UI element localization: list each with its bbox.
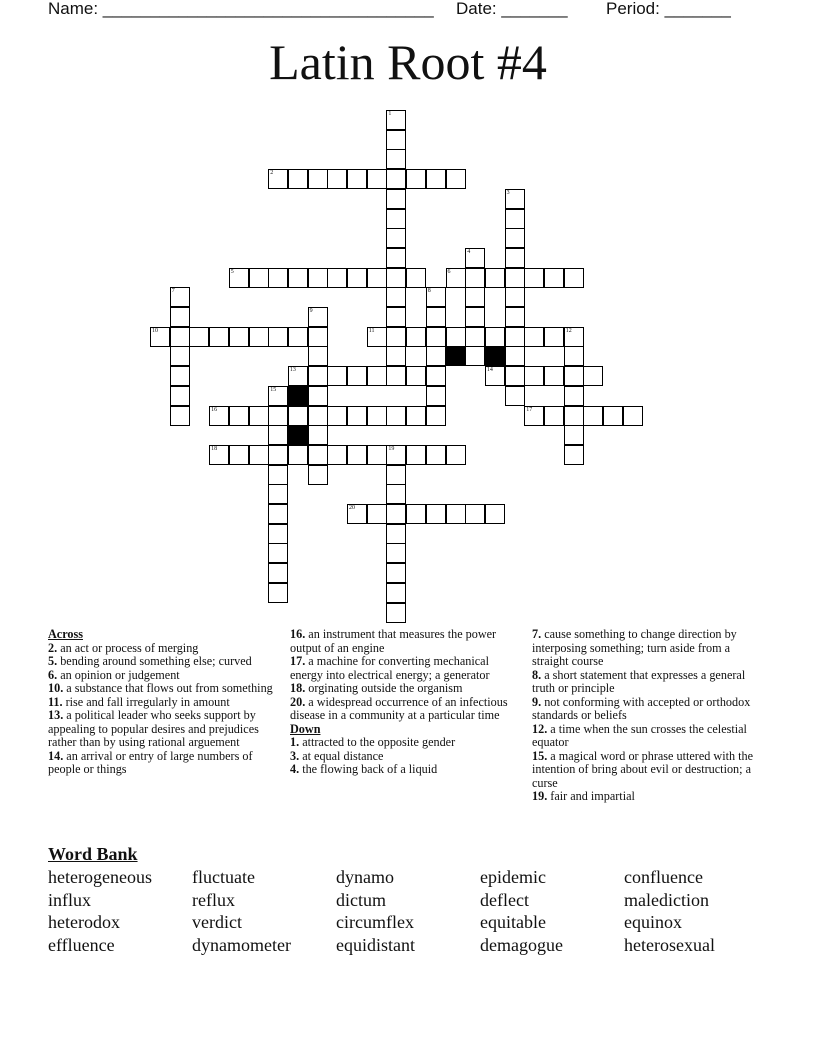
clue-text: a substance that flows out from something: [66, 681, 273, 695]
grid-cell[interactable]: [564, 445, 584, 465]
word-bank-item: heterogeneous: [48, 867, 152, 887]
clues-column-2: [290, 628, 516, 777]
clue-number: 9.: [532, 694, 542, 709]
period-field[interactable]: Period: _______: [606, 0, 731, 18]
grid-cell[interactable]: [347, 366, 367, 386]
word-bank-item: demagogue: [480, 935, 563, 955]
grid-cell[interactable]: [170, 307, 190, 327]
clue-number: 6.: [48, 667, 58, 682]
cell-number: 3: [506, 189, 510, 196]
word-bank-title: Word Bank: [48, 844, 138, 864]
grid-cell[interactable]: [288, 268, 308, 288]
clue-text: rise and fall irregularly in amount: [65, 694, 230, 709]
grid-cell[interactable]: [367, 504, 387, 524]
cell-number: 16: [211, 406, 218, 413]
grid-cell[interactable]: [268, 563, 288, 583]
grid-cell[interactable]: [426, 307, 446, 327]
clue-text: an opinion or judgement: [60, 667, 180, 682]
clue-number: 16.: [290, 627, 306, 641]
grid-cell[interactable]: [170, 386, 190, 406]
date-field[interactable]: Date: _______: [456, 0, 568, 18]
cell-number: 5: [230, 268, 234, 275]
grid-cell[interactable]: [386, 307, 406, 327]
grid-cell[interactable]: [170, 287, 190, 307]
grid-cell[interactable]: [564, 366, 584, 386]
grid-cell[interactable]: [170, 406, 190, 426]
clue-across-13: [48, 709, 280, 750]
grid-cell[interactable]: [564, 327, 584, 347]
grid-cell[interactable]: [524, 406, 544, 426]
cell-number: 8: [427, 288, 431, 295]
grid-cell[interactable]: [386, 406, 406, 426]
grid-cell[interactable]: [505, 346, 525, 366]
cell-number: 9: [309, 308, 313, 314]
grid-cell[interactable]: [327, 445, 347, 465]
grid-cell[interactable]: [327, 406, 347, 426]
cell-number: 6: [447, 268, 451, 275]
grid-cell[interactable]: [426, 386, 446, 406]
grid-cell[interactable]: [268, 465, 288, 485]
clue-number: 15.: [532, 748, 548, 763]
clue-down-3: [290, 750, 516, 764]
clue-text: fair and impartial: [550, 789, 635, 803]
grid-cell[interactable]: [347, 504, 367, 524]
clue-number: 12.: [532, 721, 548, 736]
grid-cell[interactable]: [288, 327, 308, 347]
grid-cell[interactable]: [465, 504, 485, 524]
grid-cell[interactable]: [583, 366, 603, 386]
grid-cell[interactable]: [386, 130, 406, 150]
grid-cell[interactable]: [347, 445, 367, 465]
clue-across-14: [48, 750, 280, 777]
grid-cell[interactable]: [327, 268, 347, 288]
grid-cell[interactable]: [386, 366, 406, 386]
grid-cell[interactable]: [505, 366, 525, 386]
clue-down-15: [532, 750, 768, 791]
grid-cell[interactable]: [505, 268, 525, 288]
grid-cell[interactable]: [426, 169, 446, 189]
clue-text: an arrival or entry of large numbers of people or things: [48, 748, 253, 776]
clue-across-2: [48, 642, 280, 656]
word-bank-item: equinox: [624, 912, 682, 932]
grid-cell[interactable]: [386, 583, 406, 603]
clue-number: 8.: [532, 667, 542, 682]
word-bank-item: heterodox: [48, 912, 120, 932]
grid-cell[interactable]: [347, 169, 367, 189]
grid-cell[interactable]: [367, 268, 387, 288]
clue-text: attracted to the opposite gender: [302, 735, 456, 749]
page-title: Latin Root #4: [269, 34, 547, 90]
clue-across-10: [48, 682, 280, 696]
grid-cell[interactable]: [446, 504, 466, 524]
grid-cell[interactable]: [524, 327, 544, 347]
grid-cell[interactable]: [544, 366, 564, 386]
clue-text: an act or process of merging: [60, 640, 199, 655]
grid-cell[interactable]: [386, 504, 406, 524]
word-bank-item: verdict: [192, 912, 242, 932]
word-bank-item: equidistant: [336, 935, 415, 955]
grid-cell[interactable]: [386, 110, 406, 130]
grid-cell[interactable]: [170, 346, 190, 366]
clue-across-6: [48, 669, 280, 683]
grid-cell[interactable]: [308, 366, 328, 386]
grid-cell[interactable]: [406, 445, 426, 465]
grid-cell[interactable]: [386, 169, 406, 189]
clue-down-8: [532, 669, 768, 696]
clue-number: 19.: [532, 789, 548, 803]
grid-cell[interactable]: [308, 406, 328, 426]
grid-cell[interactable]: [406, 504, 426, 524]
grid-cell[interactable]: [308, 425, 328, 445]
clue-number: 3.: [290, 748, 300, 763]
clue-down-4: [290, 763, 516, 777]
grid-cell[interactable]: [485, 366, 505, 386]
grid-cell[interactable]: [485, 268, 505, 288]
grid-cell[interactable]: [406, 268, 426, 288]
clue-down-7: [532, 628, 768, 669]
grid-cell[interactable]: [465, 287, 485, 307]
grid-cell[interactable]: [288, 406, 308, 426]
grid-cell[interactable]: [386, 484, 406, 504]
clue-text: a widespread occurrence of an infectious disease in a community at a particular time: [290, 694, 508, 722]
grid-cell[interactable]: [150, 327, 170, 347]
grid-cell[interactable]: [386, 287, 406, 307]
grid-cell[interactable]: [505, 307, 525, 327]
grid-cell[interactable]: [465, 346, 485, 366]
clue-text: a political leader who seeks support by appealing to popular desires and prejudices rather than by using rational arguement: [48, 708, 259, 749]
grid-cell[interactable]: [446, 327, 466, 347]
grid-cell[interactable]: [426, 366, 446, 386]
grid-cell[interactable]: [288, 445, 308, 465]
clue-number: 4.: [290, 762, 300, 776]
clue-text: cause something to change direction by interposing something; turn aside from a straight course: [532, 627, 737, 668]
word-bank-item: circumflex: [336, 912, 414, 932]
clue-across-20: [290, 696, 516, 723]
cell-number: 13: [289, 367, 296, 374]
word-bank-item: effluence: [48, 935, 115, 955]
clue-down-12: [532, 723, 768, 750]
clue-text: a machine for converting mechanical energy into electrical energy; a generator: [290, 654, 490, 682]
grid-cell[interactable]: [327, 366, 347, 386]
word-bank-item: fluctuate: [192, 867, 255, 887]
grid-cell[interactable]: [544, 268, 564, 288]
clue-text: orginating outside the organism: [308, 681, 463, 695]
cell-number: 10: [152, 327, 158, 334]
grid-cell[interactable]: [386, 346, 406, 366]
cell-number: 7: [171, 288, 175, 295]
word-bank-item: epidemic: [480, 867, 546, 887]
grid-cell[interactable]: [386, 327, 406, 347]
grid-cell[interactable]: [426, 406, 446, 426]
grid-cell[interactable]: [367, 406, 387, 426]
clue-number: 2.: [48, 640, 58, 655]
grid-cell[interactable]: [426, 346, 446, 366]
grid-cell[interactable]: [583, 406, 603, 426]
clue-number: 13.: [48, 708, 64, 722]
clue-text: a short statement that expresses a general truth or principle: [532, 667, 746, 695]
grid-cell[interactable]: [209, 327, 229, 347]
grid-cell[interactable]: [327, 169, 347, 189]
grid-cell[interactable]: [249, 445, 269, 465]
grid-cell[interactable]: [268, 504, 288, 524]
grid-cell[interactable]: [623, 406, 643, 426]
grid-cell[interactable]: [367, 327, 387, 347]
clue-across-5: [48, 655, 280, 669]
grid-cell[interactable]: [544, 327, 564, 347]
grid-cell[interactable]: [347, 268, 367, 288]
clue-number: 17.: [290, 654, 306, 668]
grid-cell[interactable]: [524, 366, 544, 386]
grid-cell[interactable]: [268, 445, 288, 465]
clue-number: 7.: [532, 627, 542, 641]
word-bank-item: heterosexual: [624, 935, 715, 955]
grid-cell[interactable]: [564, 425, 584, 445]
grid-cell[interactable]: [308, 307, 328, 327]
clue-across-18: [290, 682, 516, 696]
clue-down-9: [532, 696, 768, 723]
grid-cell[interactable]: [308, 346, 328, 366]
clue-number: 5.: [48, 654, 58, 668]
grid-cell[interactable]: [229, 268, 249, 288]
grid-cell[interactable]: [465, 327, 485, 347]
word-bank-item: dynamo: [336, 867, 394, 887]
grid-cell[interactable]: [406, 406, 426, 426]
grid-cell[interactable]: [229, 406, 249, 426]
black-square: [485, 346, 505, 366]
grid-cell[interactable]: [544, 406, 564, 426]
clue-text: a time when the sun crosses the celestial equator: [532, 721, 747, 749]
clue-down-1: [290, 736, 516, 750]
grid-cell[interactable]: [505, 327, 525, 347]
word-bank-item: equitable: [480, 912, 546, 932]
grid-cell[interactable]: [288, 366, 308, 386]
clue-number: 20.: [290, 694, 306, 709]
grid-cell[interactable]: [564, 406, 584, 426]
clues-column-1: [48, 628, 280, 777]
grid-cell[interactable]: [268, 169, 288, 189]
black-square: [446, 346, 466, 366]
cell-number: 14: [486, 367, 493, 374]
grid-cell[interactable]: [308, 445, 328, 465]
grid-cell[interactable]: [268, 327, 288, 347]
grid-cell[interactable]: [505, 228, 525, 248]
word-bank-item: dictum: [336, 890, 386, 910]
grid-cell[interactable]: [524, 268, 544, 288]
grid-cell[interactable]: [386, 445, 406, 465]
grid-cell[interactable]: [386, 465, 406, 485]
grid-cell[interactable]: [268, 425, 288, 445]
grid-cell[interactable]: [268, 543, 288, 563]
grid-cell[interactable]: [268, 484, 288, 504]
clue-text: bending around something else; curved: [60, 654, 252, 668]
grid-cell[interactable]: [308, 268, 328, 288]
grid-cell[interactable]: [386, 248, 406, 268]
word-bank-item: influx: [48, 890, 91, 910]
cell-number: 2: [270, 170, 274, 177]
grid-cell[interactable]: [229, 327, 249, 347]
grid-cell[interactable]: [268, 524, 288, 544]
cell-number: 17: [526, 406, 533, 413]
clue-across-16: [290, 628, 516, 655]
grid-cell[interactable]: [367, 445, 387, 465]
grid-cell[interactable]: [426, 504, 446, 524]
clue-across-11: [48, 696, 280, 710]
black-square: [288, 386, 308, 406]
grid-cell[interactable]: [406, 366, 426, 386]
grid-cell[interactable]: [386, 268, 406, 288]
grid-cell[interactable]: [268, 583, 288, 603]
grid-cell[interactable]: [229, 445, 249, 465]
grid-cell[interactable]: [485, 504, 505, 524]
grid-cell[interactable]: [308, 327, 328, 347]
grid-cell[interactable]: [386, 603, 406, 623]
grid-cell[interactable]: [170, 327, 190, 347]
grid-cell[interactable]: [268, 268, 288, 288]
clue-text: at equal distance: [302, 748, 384, 763]
black-square: [288, 425, 308, 445]
word-bank-item: deflect: [480, 890, 529, 910]
grid-cell[interactable]: [386, 524, 406, 544]
clue-number: 11.: [48, 694, 63, 709]
grid-cell[interactable]: [386, 228, 406, 248]
clues-column-3: [532, 628, 768, 804]
word-bank-item: dynamometer: [192, 935, 291, 955]
cell-number: 4: [467, 248, 471, 255]
grid-cell[interactable]: [367, 366, 387, 386]
grid-cell[interactable]: [603, 406, 623, 426]
clue-number: 18.: [290, 681, 306, 695]
grid-cell[interactable]: [564, 386, 584, 406]
cell-number: 12: [565, 327, 572, 334]
grid-cell[interactable]: [386, 563, 406, 583]
grid-cell[interactable]: [209, 406, 229, 426]
clue-number: 1.: [290, 735, 300, 749]
clue-number: 10.: [48, 681, 64, 695]
grid-cell[interactable]: [249, 268, 269, 288]
grid-cell[interactable]: [426, 327, 446, 347]
grid-cell[interactable]: [386, 189, 406, 209]
grid-cell[interactable]: [406, 327, 426, 347]
student-info-line: [48, 0, 768, 20]
grid-cell[interactable]: [505, 189, 525, 209]
word-bank-item: confluence: [624, 867, 703, 887]
grid-cell[interactable]: [347, 406, 367, 426]
grid-cell[interactable]: [189, 327, 209, 347]
grid-cell[interactable]: [308, 465, 328, 485]
grid-cell[interactable]: [308, 169, 328, 189]
grid-cell[interactable]: [386, 209, 406, 229]
cell-number: 1: [388, 111, 392, 117]
cell-number: 18: [211, 445, 218, 452]
grid-cell[interactable]: [406, 169, 426, 189]
grid-cell[interactable]: [268, 386, 288, 406]
word-bank-item: malediction: [624, 890, 709, 910]
grid-cell[interactable]: [505, 386, 525, 406]
grid-cell[interactable]: [288, 169, 308, 189]
grid-cell[interactable]: [505, 209, 525, 229]
grid-cell[interactable]: [485, 327, 505, 347]
clue-down-19: [532, 790, 768, 804]
clue-across-17: [290, 655, 516, 682]
grid-cell[interactable]: [505, 248, 525, 268]
grid-cell[interactable]: [426, 445, 446, 465]
clue-text: an instrument that measures the power output of an engine: [290, 627, 497, 655]
grid-cell[interactable]: [564, 346, 584, 366]
grid-cell[interactable]: [465, 268, 485, 288]
grid-cell[interactable]: [505, 287, 525, 307]
clue-text: not conforming with accepted or orthodox standards or beliefs: [532, 694, 751, 722]
grid-cell[interactable]: [386, 543, 406, 563]
grid-cell[interactable]: [446, 268, 466, 288]
grid-cell[interactable]: [268, 406, 288, 426]
cell-number: 15: [270, 386, 277, 393]
name-field[interactable]: Name: ___________________________________: [48, 0, 434, 18]
grid-cell[interactable]: [446, 169, 466, 189]
grid-cell[interactable]: [249, 406, 269, 426]
grid-cell[interactable]: [308, 386, 328, 406]
grid-cell[interactable]: [170, 366, 190, 386]
cell-number: 19: [388, 445, 395, 452]
clue-number: 14.: [48, 748, 64, 763]
grid-cell[interactable]: [426, 287, 446, 307]
grid-cell[interactable]: [249, 327, 269, 347]
grid-cell[interactable]: [465, 307, 485, 327]
down-heading: Down: [290, 721, 321, 736]
grid-cell[interactable]: [386, 149, 406, 169]
grid-cell[interactable]: [564, 268, 584, 288]
grid-cell[interactable]: [367, 169, 387, 189]
across-heading: Across: [48, 627, 83, 641]
clue-text: a magical word or phrase uttered with the intention of bring about evil or destruction; a curse: [532, 748, 753, 790]
grid-cell[interactable]: [446, 445, 466, 465]
cell-number: 11: [368, 327, 375, 334]
clue-text: the flowing back of a liquid: [302, 762, 438, 776]
grid-cell[interactable]: [465, 248, 485, 268]
cell-number: 20: [349, 505, 355, 511]
word-bank-item: reflux: [192, 890, 235, 910]
grid-cell[interactable]: [209, 445, 229, 465]
